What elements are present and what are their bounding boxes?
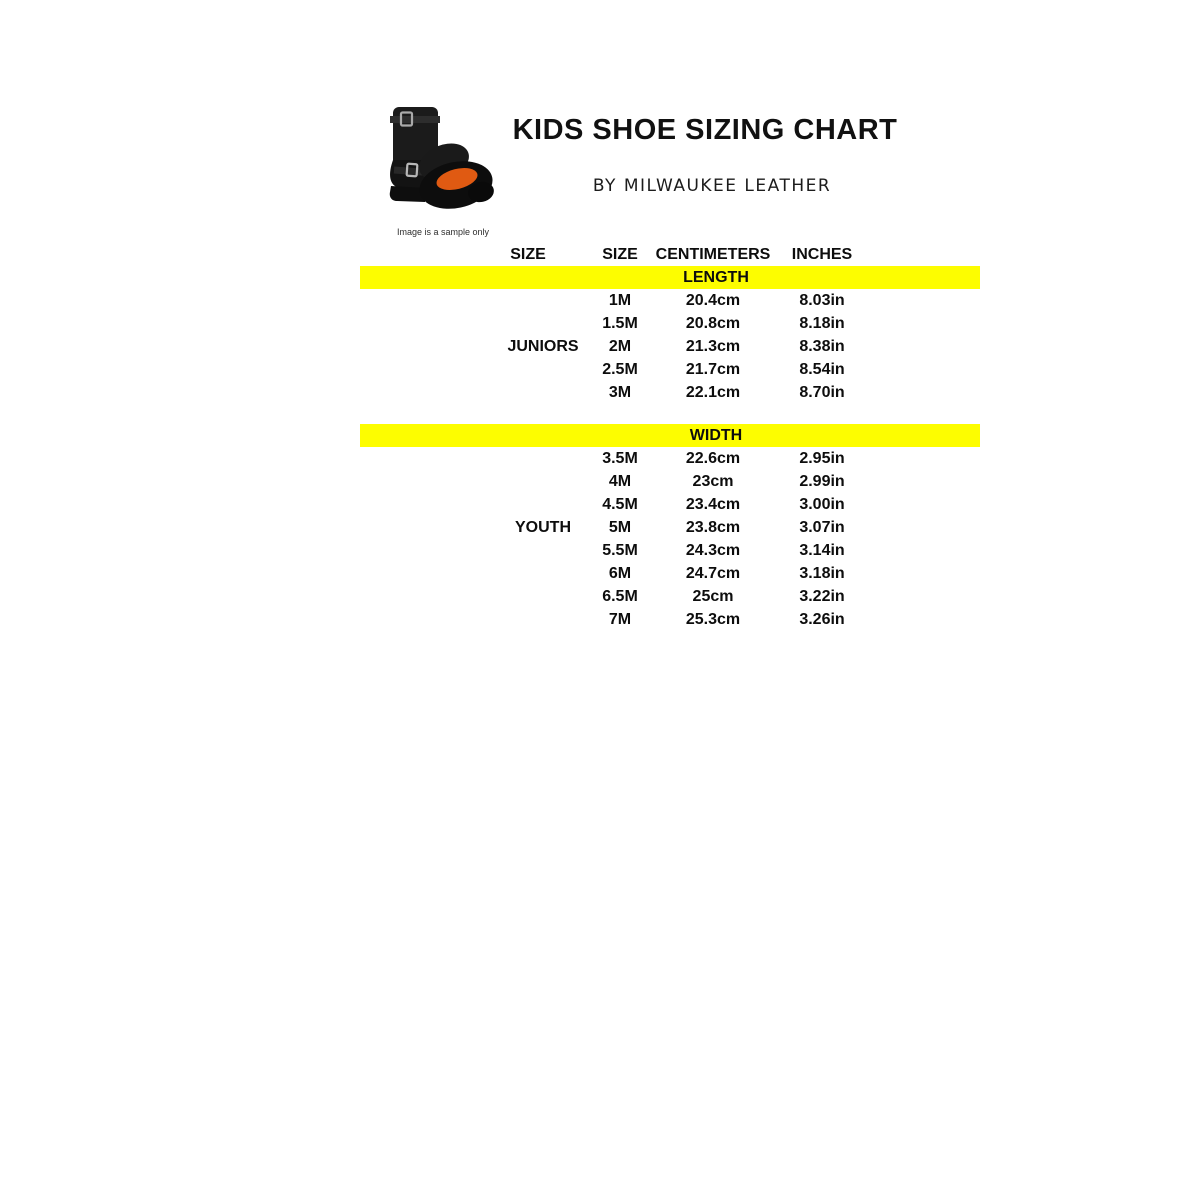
boots-illustration xyxy=(364,102,496,224)
column-header-category-size: SIZE xyxy=(510,245,546,263)
boot-strap xyxy=(390,116,440,123)
column-header-centimeters: CENTIMETERS xyxy=(655,245,771,263)
brand-subtitle: BY MILWAUKEE LEATHER xyxy=(592,176,832,196)
size-cell: 2M xyxy=(608,337,632,355)
size-cell: 1.5M xyxy=(602,314,638,332)
centimeters-cell: 22.6cm xyxy=(685,449,741,467)
table-row xyxy=(360,585,980,608)
inches-cell: 3.00in xyxy=(799,495,845,513)
size-cell: 5.5M xyxy=(602,541,638,559)
centimeters-cell: 23.4cm xyxy=(685,495,741,513)
table-row xyxy=(360,447,980,470)
page-title: KIDS SHOE SIZING CHART xyxy=(512,114,898,146)
sizing-table xyxy=(360,243,980,631)
size-cell: 7M xyxy=(608,610,632,628)
inches-cell: 8.18in xyxy=(799,314,845,332)
size-cell: 4M xyxy=(608,472,632,490)
size-cell: 3.5M xyxy=(602,449,638,467)
size-cell: 3M xyxy=(608,383,632,401)
section-gap xyxy=(360,404,980,424)
size-cell: 4.5M xyxy=(602,495,638,513)
length-banner xyxy=(360,266,980,289)
table-row xyxy=(360,493,980,516)
table-row xyxy=(360,312,980,335)
centimeters-cell: 21.7cm xyxy=(685,360,741,378)
inches-cell: 2.99in xyxy=(799,472,845,490)
product-image xyxy=(364,102,496,224)
width-banner xyxy=(360,424,980,447)
table-row xyxy=(360,470,980,493)
inches-cell: 3.07in xyxy=(799,518,845,536)
centimeters-cell: 25.3cm xyxy=(685,610,741,628)
inches-cell: 2.95in xyxy=(799,449,845,467)
size-cell: 6.5M xyxy=(602,587,638,605)
table-row xyxy=(360,358,980,381)
category-label-juniors: JUNIORS xyxy=(507,337,579,355)
centimeters-cell: 20.8cm xyxy=(685,314,741,332)
centimeters-cell: 23.8cm xyxy=(685,518,741,536)
inches-cell: 8.38in xyxy=(799,337,845,355)
centimeters-cell: 24.7cm xyxy=(685,564,741,582)
size-cell: 1M xyxy=(608,291,632,309)
column-header-size: SIZE xyxy=(602,245,638,263)
table-row xyxy=(360,608,980,631)
length-banner-label: LENGTH xyxy=(683,268,749,286)
size-cell: 6M xyxy=(608,564,632,582)
table-row xyxy=(360,562,980,585)
centimeters-cell: 20.4cm xyxy=(685,291,741,309)
centimeters-cell: 24.3cm xyxy=(685,541,741,559)
centimeters-cell: 23cm xyxy=(692,472,734,490)
inches-cell: 3.18in xyxy=(799,564,845,582)
image-disclaimer: Image is a sample only xyxy=(396,227,490,237)
size-cell: 2.5M xyxy=(602,360,638,378)
table-row xyxy=(360,539,980,562)
inches-cell: 3.14in xyxy=(799,541,845,559)
category-label-youth: YOUTH xyxy=(515,518,571,536)
column-header-inches: INCHES xyxy=(791,245,853,263)
table-row xyxy=(360,289,980,312)
centimeters-cell: 25cm xyxy=(692,587,734,605)
width-banner-label: WIDTH xyxy=(689,426,743,444)
table-row xyxy=(360,516,980,539)
inches-cell: 8.03in xyxy=(799,291,845,309)
inches-cell: 3.26in xyxy=(799,610,845,628)
table-header-row xyxy=(360,243,980,266)
centimeters-cell: 21.3cm xyxy=(685,337,741,355)
centimeters-cell: 22.1cm xyxy=(685,383,741,401)
table-row xyxy=(360,335,980,358)
inches-cell: 8.70in xyxy=(799,383,845,401)
size-cell: 5M xyxy=(608,518,632,536)
inches-cell: 3.22in xyxy=(799,587,845,605)
inches-cell: 8.54in xyxy=(799,360,845,378)
table-row xyxy=(360,381,980,404)
